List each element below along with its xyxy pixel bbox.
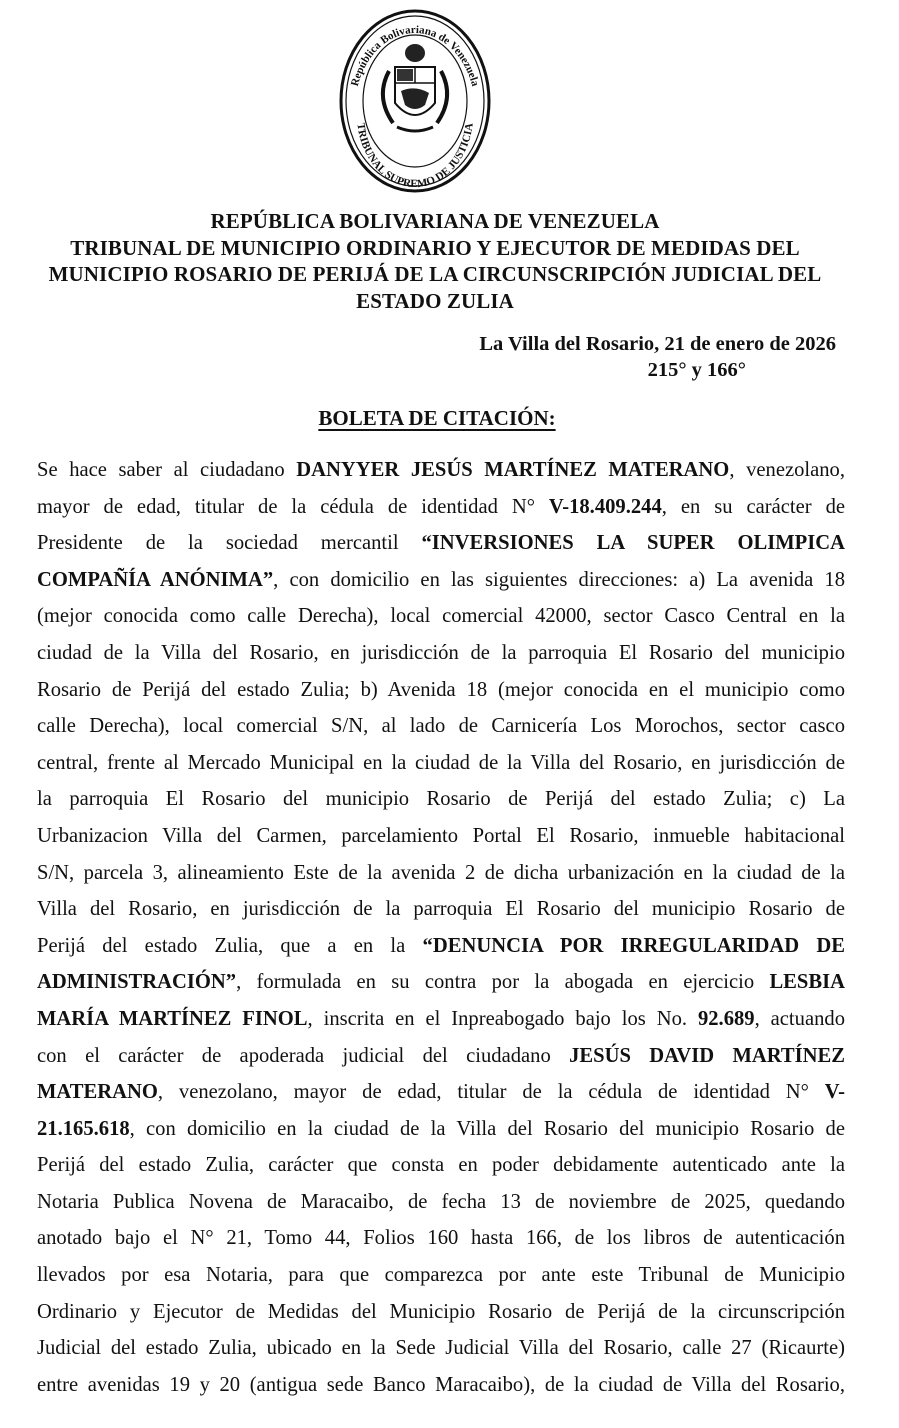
text-segment: Rosario de Perijá del estado Zulia; b) Avenida 18 (mejor conocida en el municipio como <box>37 678 845 701</box>
body-line <box>37 781 845 818</box>
body-line <box>37 1074 845 1111</box>
document-title: BOLETA DE CITACIÓN: <box>318 406 556 430</box>
text-segment: entre avenidas 19 y 20 (antigua sede Banco Maracaibo), de la ciudad de Villa del Rosario, <box>37 1373 845 1396</box>
text-segment: Urbanizacion Villa del Carmen, parcelamiento Portal El Rosario, inmueble habitacional <box>37 824 845 847</box>
text-segment: la parroquia El Rosario del municipio Rosario de Perijá del estado Zulia; c) La <box>37 788 845 811</box>
body-line <box>37 525 845 562</box>
body-line <box>37 1147 845 1184</box>
text-segment: ciudad de la Villa del Rosario, en jurisdicción de la parroquia El Rosario del municipio <box>37 641 845 664</box>
text-segment: S/N, parcela 3, alineamiento Este de la avenida 2 de dicha urbanización en la ciudad de la <box>37 861 845 884</box>
supreme-court-seal <box>337 5 493 197</box>
text-segment: , venezolano, <box>729 459 845 481</box>
body-line <box>37 489 845 526</box>
body-line <box>37 1330 845 1367</box>
header-line-4: ESTADO ZULIA <box>356 288 514 313</box>
body-line <box>37 598 845 635</box>
text-segment: Judicial del estado Zulia, ubicado en la Sede Judicial Villa del Rosario, calle 27 (Ricaurte) <box>37 1337 845 1360</box>
header-line-1: REPÚBLICA BOLIVARIANA DE VENEZUELA <box>210 209 660 233</box>
text-segment: , venezolano, mayor de edad, titular de la cédula de identidad N° <box>157 1081 825 1104</box>
bold-text-segment: 92.689 <box>697 1007 755 1030</box>
bold-text-segment: V- <box>824 1081 845 1104</box>
years-federation-independence: 215° y 166° <box>647 359 746 381</box>
text-segment: , en su carácter de <box>661 495 846 518</box>
text-segment: , con domicilio en las siguientes direcciones: a) La avenida 18 <box>273 568 846 591</box>
body-line <box>37 1257 845 1294</box>
bold-text-segment: “DENUNCIA POR IRREGULARIDAD DE <box>422 934 845 957</box>
bold-text-segment: V-18.409.244 <box>548 495 662 518</box>
body-line <box>37 855 845 892</box>
seal-top-text: República Bolivariana de Venezuela <box>348 23 482 88</box>
body-line <box>37 1367 845 1404</box>
text-segment: con el carácter de apoderada judicial del ciudadano <box>37 1044 570 1067</box>
text-segment: Villa del Rosario, en jurisdicción de la parroquia El Rosario del municipio Rosario de <box>37 898 845 921</box>
body-line <box>37 1220 845 1257</box>
bold-text-segment: JESÚS DAVID MARTÍNEZ <box>569 1044 845 1067</box>
bold-text-segment: 21.165.618 <box>37 1117 130 1140</box>
date-block <box>479 331 836 383</box>
bold-text-segment: LESBIA <box>769 971 845 994</box>
text-segment: llevados por esa Notaria, para que comparezca por ante este Tribunal de Municipio <box>37 1264 845 1287</box>
bold-text-segment: “INVERSIONES LA SUPER OLIMPICA <box>421 532 845 555</box>
text-segment: , inscrita en el Inpreabogado bajo los No. <box>307 1007 698 1030</box>
bold-text-segment: MATERANO <box>37 1081 158 1104</box>
text-segment: anotado bajo el N° 21, Tomo 44, Folios 160 hasta 166, de los libros de autenticación <box>37 1227 845 1250</box>
body-line <box>37 1294 845 1331</box>
body-line <box>37 964 845 1001</box>
coat-of-arms-icon <box>383 44 447 131</box>
text-segment: Se hace saber al ciudadano <box>37 459 297 481</box>
place-date: La Villa del Rosario, 21 de enero de 2026 <box>479 333 836 355</box>
citation-body <box>37 452 845 1403</box>
text-segment: Ordinario y Ejecutor de Medidas del Municipio Rosario de Perijá de la circunscripción <box>37 1300 845 1323</box>
body-line <box>37 672 845 709</box>
seal-bottom-text: TRIBUNAL SUPREMO DE JUSTICIA <box>354 122 476 191</box>
body-line <box>37 452 845 489</box>
text-segment: calle Derecha), local comercial S/N, al lado de Carnicería Los Morochos, sector casco <box>37 715 845 738</box>
text-segment: central, frente al Mercado Municipal en la ciudad de la Villa del Rosario, en jurisdicción de <box>37 751 845 774</box>
text-segment: , actuando <box>754 1007 845 1030</box>
header-line-2: TRIBUNAL DE MUNICIPIO ORDINARIO Y EJECUTOR DE MEDIDAS DEL <box>70 235 800 260</box>
text-segment: Perijá del estado Zulia, carácter que consta en poder debidamente autenticado ante la <box>37 1154 845 1177</box>
body-line <box>37 1038 845 1075</box>
text-segment: , formulada en su contra por la abogada en ejercicio <box>236 971 770 994</box>
text-segment: , con domicilio en la ciudad de la Villa del Rosario del municipio Rosario de <box>129 1117 845 1140</box>
body-line <box>37 1001 845 1038</box>
body-line <box>37 928 845 965</box>
bold-text-segment: ADMINISTRACIÓN” <box>37 971 237 994</box>
text-segment: Perijá del estado Zulia, que a en la <box>37 934 423 957</box>
body-line <box>37 891 845 928</box>
body-line <box>37 818 845 855</box>
bold-text-segment: DANYYER JESÚS MARTÍNEZ MATERANO <box>296 459 730 481</box>
body-line <box>37 635 845 672</box>
court-header <box>0 208 870 314</box>
text-segment: Notaria Publica Novena de Maracaibo, de fecha 13 de noviembre de 2025, quedando <box>37 1190 845 1213</box>
body-line <box>37 1184 845 1221</box>
body-line <box>37 1111 845 1148</box>
body-line <box>37 562 845 599</box>
text-segment: Presidente de la sociedad mercantil <box>37 532 422 555</box>
bold-text-segment: COMPAÑÍA ANÓNIMA” <box>37 568 274 591</box>
bold-text-segment: MARÍA MARTÍNEZ FINOL <box>37 1007 308 1030</box>
body-line <box>37 708 845 745</box>
text-segment: mayor de edad, titular de la cédula de identidad N° <box>37 495 549 518</box>
header-line-3: MUNICIPIO ROSARIO DE PERIJÁ DE LA CIRCUNSCRIPCIÓN JUDICIAL DEL <box>48 262 822 286</box>
text-segment: (mejor conocida como calle Derecha), local comercial 42000, sector Casco Central en la <box>37 605 845 628</box>
body-line <box>37 745 845 782</box>
